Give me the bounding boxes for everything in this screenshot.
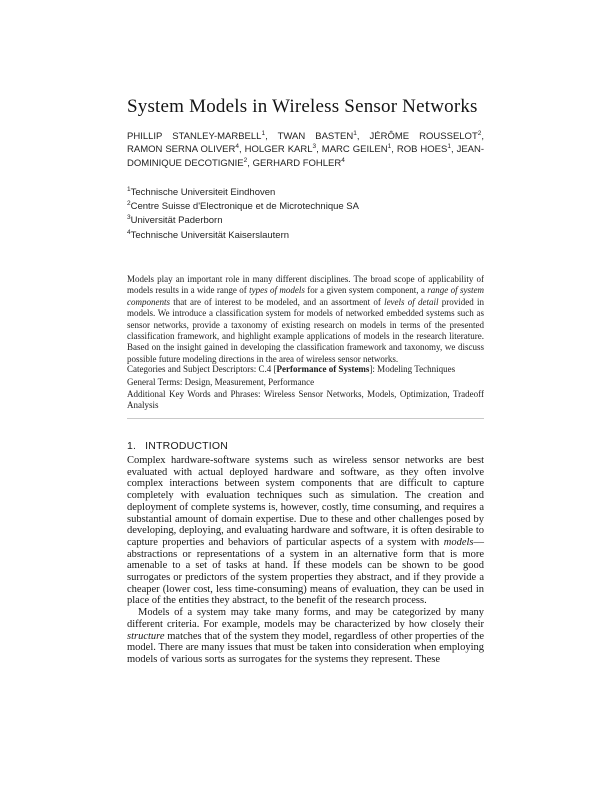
affiliation-superscript: 3 xyxy=(127,214,131,222)
general-terms-line: General Terms: Design, Measurement, Performance xyxy=(127,377,315,387)
author-superscript: 2 xyxy=(243,156,248,164)
author-name: MARC GEILEN xyxy=(321,144,388,156)
emphasis-text: levels of detail xyxy=(384,296,439,307)
categories-suffix: ]: Modeling Techniques xyxy=(369,364,456,374)
affiliation-item xyxy=(127,214,484,228)
introduction-body xyxy=(127,455,484,666)
categories-line xyxy=(127,364,484,375)
divider-rule xyxy=(127,418,484,419)
affiliation-superscript: 4 xyxy=(127,228,131,236)
intro-paragraph-1 xyxy=(127,455,484,607)
author-name: RAMON SERNA OLIVER xyxy=(127,144,236,156)
abstract-text: that are of interest to be modeled, and an assortment of xyxy=(170,296,385,307)
abstract-paragraph xyxy=(127,274,484,365)
author-separator: , xyxy=(481,131,485,142)
abstract-text: provided in models. We introduce a classification system for models of networked embedded systems such as sensor networks, provide a taxonomy of existing research on models in terms of the presented classification framework, and highlight example applications of models in the research literature. Based on the insight gained in developing the classification framework and taxonomy, we discuss possible future modeling directions in the area of wireless sensor networks. xyxy=(127,296,485,364)
categories-descriptor: Performance of Systems xyxy=(276,364,370,374)
author-superscript: 1 xyxy=(387,143,392,151)
author-separator: , xyxy=(239,144,245,156)
author-list xyxy=(127,130,484,170)
affiliation-name: Universität Paderborn xyxy=(130,215,223,227)
author-separator: , xyxy=(450,144,457,156)
affiliation-item xyxy=(127,229,484,243)
author-name: PHILLIP STANLEY-MARBELL xyxy=(127,131,262,142)
section-title: INTRODUCTION xyxy=(145,440,229,452)
categories-prefix: Categories and Subject Descriptors: C.4 [ xyxy=(127,364,277,374)
keywords-line: Additional Key Words and Phrases: Wireless Sensor Networks, Models, Optimization, Tradeoff Analysis xyxy=(127,389,484,411)
affiliation-name: Centre Suisse d'Electronique et de Microtechnique SA xyxy=(130,201,359,213)
author-name: JÉRÔME ROUSSELOT xyxy=(369,131,478,142)
author-name: JEAN-DOMINIQUE DECOTIGNIE xyxy=(127,144,485,169)
body-text: Models of a system may take many forms, and may be categorized by many different criteria. For example, models may be characterized by how closely their xyxy=(127,607,484,630)
author-superscript: 4 xyxy=(235,143,239,151)
author-superscript: 1 xyxy=(261,129,266,137)
body-text: —abstractions or representations of a system in an alternative form that is more amenable to a set of tasks at hand. If these models can be shown to be good surrogates or predictors of the system properties they abstract, and if they provide a cheaper (lower cost, less time-consuming) means of evaluation, they can be used in place of the entities they abstract, to the benefit of the research process. xyxy=(127,536,484,607)
author-superscript: 4 xyxy=(341,156,345,164)
intro-paragraph-2 xyxy=(127,607,484,666)
author-separator: , xyxy=(391,144,397,156)
body-text: Complex hardware-software systems such as wireless sensor networks are best evaluated with actual deployed hardware and software, as they often involve complex interactions between system components that are difficult to capture completely with evaluation techniques such as simulation. The creation and deployment of complete systems is, however, costly, time consuming, and requires a substantial amount of domain expertise. Due to these and other challenges posed by developing, deploying, and evaluating hardware and software, it is often desirable to capture properties and behaviors of particular aspects of a system with xyxy=(127,455,484,548)
emphasis-text: range of system components xyxy=(127,285,484,307)
author-separator: , xyxy=(316,144,322,156)
affiliation-superscript: 1 xyxy=(127,185,131,193)
author-superscript: 3 xyxy=(312,143,317,151)
emphasis-text: types of models xyxy=(249,285,305,296)
author-name: ROB HOES xyxy=(396,144,448,156)
author-separator: , xyxy=(356,131,370,142)
abstract-text: Models play an important role in many different disciplines. The broad scope of applicability of models results in a wide range of xyxy=(127,274,484,296)
emphasis-text: structure xyxy=(127,630,165,642)
affiliation-item xyxy=(127,186,484,200)
affiliation-name: Technische Universität Kaiserslautern xyxy=(130,229,290,241)
section-heading xyxy=(127,440,484,452)
author-name: GERHARD FOHLER xyxy=(252,157,342,169)
author-name: TWAN BASTEN xyxy=(277,131,354,142)
author-superscript: 1 xyxy=(447,143,451,151)
author-superscript: 1 xyxy=(353,129,357,137)
author-superscript: 2 xyxy=(477,129,482,137)
abstract-text: for a given system component, a xyxy=(304,285,428,296)
body-text: matches that of the system they model, regardless of other properties of the model. There are many issues that must be taken into consideration when employing models of various sorts as surrogates for the systems they represent. These xyxy=(127,630,484,665)
paper-title: System Models in Wireless Sensor Networks xyxy=(127,96,478,117)
emphasis-text: models xyxy=(443,536,474,548)
section-number: 1. xyxy=(127,440,137,452)
author-name: HOLGER KARL xyxy=(244,144,313,156)
author-separator: , xyxy=(247,157,253,169)
affiliation-superscript: 2 xyxy=(127,200,131,208)
affiliation-item xyxy=(127,200,484,214)
author-separator: , xyxy=(265,131,278,142)
affiliation-list xyxy=(127,186,484,243)
affiliation-name: Technische Universiteit Eindhoven xyxy=(130,187,276,198)
